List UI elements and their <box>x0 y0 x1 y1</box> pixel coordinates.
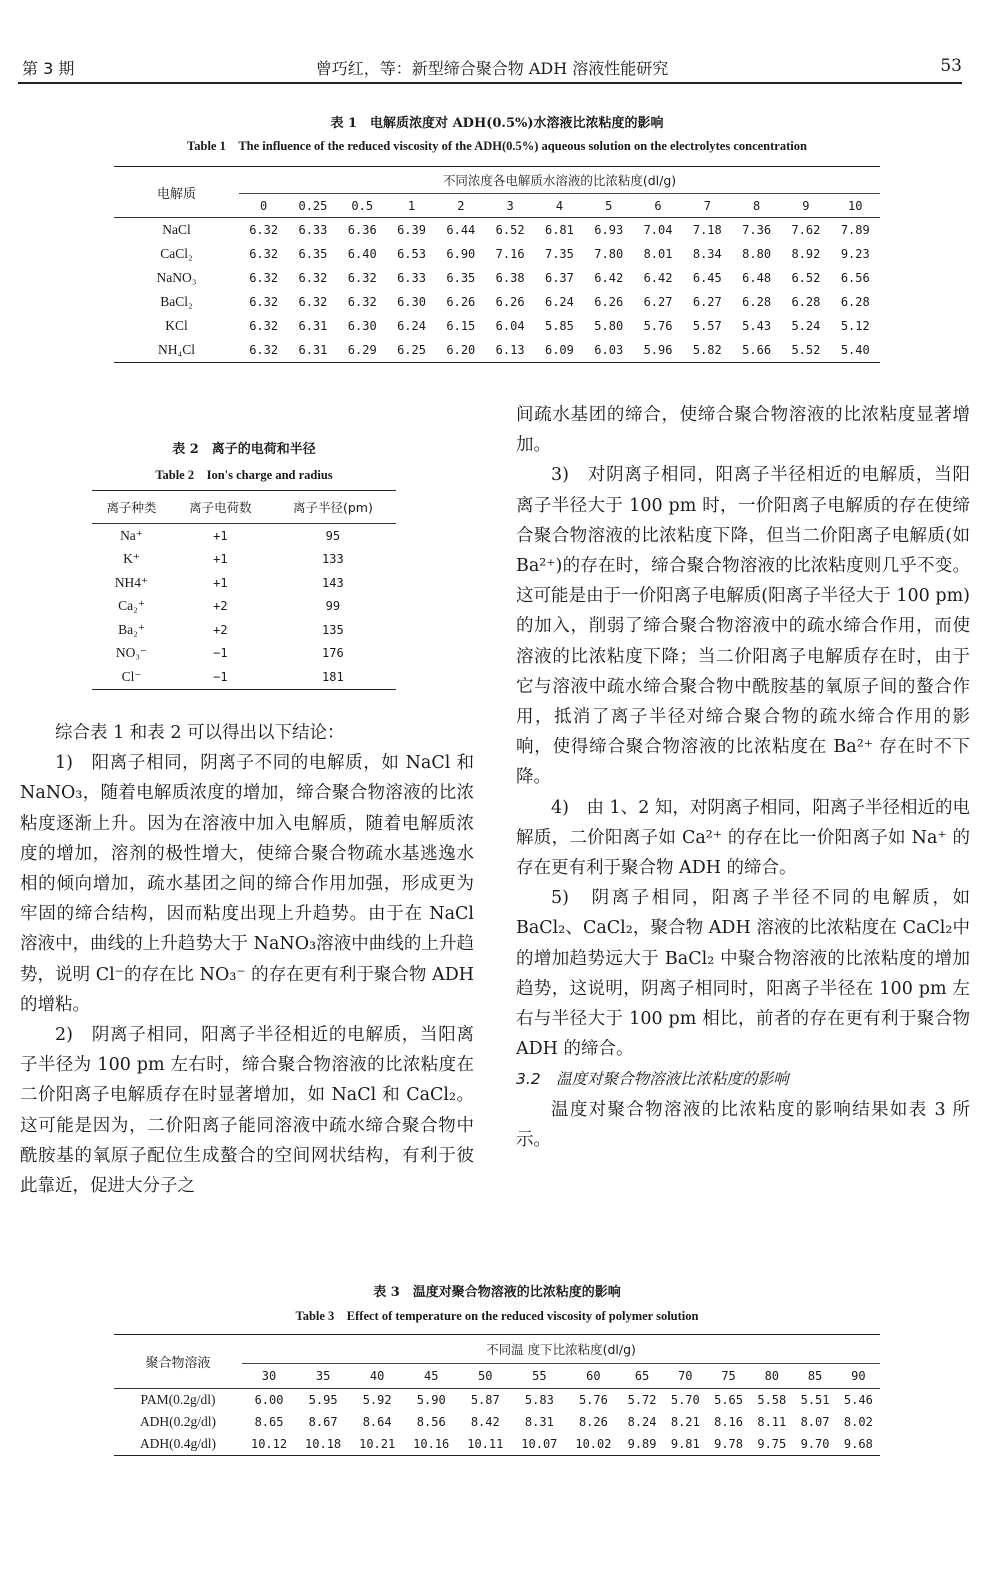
table1-cell: 6.81 <box>544 223 574 237</box>
table1-cell: 6.32 <box>249 247 279 261</box>
table3-cell: 8.21 <box>670 1415 700 1429</box>
table1-cell: 6.28 <box>742 295 772 309</box>
table3-cell: 8.67 <box>308 1415 338 1429</box>
table1-cell: 6.42 <box>594 271 624 285</box>
table3-temperature-header: 80 <box>750 1364 793 1389</box>
table3-temperature-header: 90 <box>837 1364 880 1389</box>
table3-cell: 5.90 <box>416 1393 446 1407</box>
table1-row <box>114 266 880 290</box>
table1-cell: 5.57 <box>692 319 722 333</box>
table3-row <box>114 1389 880 1412</box>
table1-cell: 6.32 <box>298 271 328 285</box>
table3-cell: 10.21 <box>350 1433 404 1456</box>
table1-cell: 7.16 <box>495 247 525 261</box>
table1-electrolyte-name: BaCl₂ <box>160 294 193 309</box>
table1-cell: 6.26 <box>446 295 476 309</box>
table3-temperature-header: 50 <box>458 1364 512 1389</box>
table2-cell: K⁺ <box>123 551 140 567</box>
table2-cell: 133 <box>322 552 344 567</box>
table2-cell: 181 <box>270 665 396 689</box>
table1-cell: 5.96 <box>633 338 682 363</box>
table3-temperature-header: 55 <box>512 1364 566 1389</box>
left-text-column <box>20 718 474 1201</box>
table1-concentration-header: 1 <box>387 194 436 218</box>
table1-cell: 6.32 <box>347 271 377 285</box>
table1-electrolyte-name: KCl <box>165 318 188 333</box>
table2-cell: +1 <box>213 575 228 590</box>
table1-concentration-header: 9 <box>781 194 830 218</box>
table1-cell: 5.66 <box>732 338 781 363</box>
table1-cell: 6.26 <box>594 295 624 309</box>
table1-cell: 6.37 <box>544 271 574 285</box>
table3-temperature-header: 65 <box>620 1364 663 1389</box>
table3-row <box>114 1411 880 1433</box>
table3-cell: 8.26 <box>578 1415 608 1429</box>
paragraph-summary: 综合表 1 和表 2 可以得出以下结论： <box>55 723 345 743</box>
right-text-column <box>516 400 970 1155</box>
table2-cell: Cl⁻ <box>92 665 171 689</box>
table3-cell: 5.83 <box>524 1393 554 1407</box>
paragraph-continued: 间疏水基团的缔合，使缔合聚合物溶液的比浓粘度显著增加。 <box>516 405 970 456</box>
table1-cell: 6.35 <box>298 247 328 261</box>
table3-cell: 5.65 <box>714 1393 744 1407</box>
table1-cell: 6.56 <box>840 271 870 285</box>
table1-group-header: 不同浓度各电解质水溶液的比浓粘度(dl/g) <box>239 167 880 194</box>
table1-cell: 6.40 <box>347 247 377 261</box>
table1-cell: 7.89 <box>840 223 870 237</box>
table1-cell: 6.25 <box>387 338 436 363</box>
table1-cell: 7.80 <box>594 247 624 261</box>
table1-row <box>114 290 880 314</box>
table3-cell: 5.58 <box>757 1393 787 1407</box>
table1-cell: 6.33 <box>298 223 328 237</box>
table2-column-header: 离子电荷数 <box>171 491 270 524</box>
table1-cell: 8.92 <box>791 247 821 261</box>
table1-cell: 6.32 <box>347 295 377 309</box>
table1-cell: 6.52 <box>495 223 525 237</box>
table1-cell: 6.26 <box>495 295 525 309</box>
table1 <box>114 166 880 363</box>
table3-cell: 10.07 <box>512 1433 566 1456</box>
table1-cell: 5.80 <box>594 319 624 333</box>
table3-cell: 8.31 <box>524 1415 554 1429</box>
table3-temperature-header: 35 <box>296 1364 350 1389</box>
table2-column-header: 离子半径(pm) <box>270 491 396 524</box>
table1-cell: 6.53 <box>397 247 426 261</box>
table1-cell: 5.24 <box>791 319 821 333</box>
table2-row <box>92 642 396 666</box>
table1-cell: 6.30 <box>347 319 377 333</box>
table1-cell: 6.93 <box>594 223 624 237</box>
table1-concentration-header: 2 <box>436 194 485 218</box>
table1-cell: 8.34 <box>692 247 722 261</box>
table1-cell: 6.48 <box>742 271 772 285</box>
table1-cell: 6.39 <box>397 223 426 237</box>
table1-cell: 6.03 <box>584 338 633 363</box>
table3-cell: 10.11 <box>458 1433 512 1456</box>
table1-caption-zh: 表 1 电解质浓度对 ADH(0.5%)水溶液比浓粘度的影响 <box>330 116 664 131</box>
table3-cell: 5.95 <box>308 1393 338 1407</box>
table3-cell: 8.16 <box>714 1415 744 1429</box>
table2-cell: +2 <box>213 599 228 614</box>
table3-cell: 5.87 <box>470 1393 500 1407</box>
table2-row <box>92 548 396 572</box>
table1-cell: 6.24 <box>397 319 426 333</box>
table1-concentration-header: 5 <box>584 194 633 218</box>
table1-cell: 6.29 <box>338 338 387 363</box>
table3-cell: 8.02 <box>843 1415 873 1429</box>
table3-cell: 8.07 <box>800 1415 830 1429</box>
table3-cell: 10.12 <box>242 1433 296 1456</box>
table1-cell: 6.42 <box>643 271 673 285</box>
table3-cell: 9.81 <box>664 1433 707 1456</box>
table1-electrolyte-name: NH₄Cl <box>114 338 239 363</box>
table3-cell: 5.76 <box>578 1393 608 1407</box>
table3-cell: 9.75 <box>750 1433 793 1456</box>
table1-row-header: 电解质 <box>114 167 239 218</box>
table3-cell: 8.11 <box>757 1415 787 1429</box>
table1-concentration-header: 10 <box>831 194 880 218</box>
paragraph-temperature: 温度对聚合物溶液的比浓粘度的影响结果如表 3 所示。 <box>516 1099 970 1150</box>
table1-cell: 5.40 <box>831 338 880 363</box>
table1-cell: 6.20 <box>436 338 485 363</box>
table1-caption-en: Table 1 The influence of the reduced viscosity of the ADH(0.5%) aqueous solution on the electrolytes concentration <box>187 139 807 153</box>
table1-cell: 6.04 <box>495 319 525 333</box>
table3-cell: 10.18 <box>296 1433 350 1456</box>
table3-row <box>114 1433 880 1456</box>
table3-group-header: 不同温 度下比浓粘度(dl/g) <box>242 1335 880 1364</box>
table3-solution-name: ADH(0.4g/dl) <box>114 1433 242 1456</box>
table1-cell: 6.44 <box>446 223 476 237</box>
table2-row <box>92 618 396 642</box>
table1-cell: 7.04 <box>643 223 673 237</box>
table3-cell: 9.68 <box>837 1433 880 1456</box>
table3-solution-name: PAM(0.2g/dl) <box>140 1392 216 1407</box>
table3-cell: 8.42 <box>470 1415 500 1429</box>
page-number: 53 <box>940 56 962 76</box>
table1-cell: 5.82 <box>683 338 732 363</box>
paragraph-conclusion-1: 1) 阳离子相同，阴离子不同的电解质，如 NaCl 和 NaNO₃，随着电解质浓度的增加，缔合聚合物溶液的比浓粘度逐渐上升。因为在溶液中加入电解质，随着电解质浓度的增加，溶剂的极性增大，使缔合聚合物疏水基逃逸水相的倾向增加，疏水基团之间的缔合作用加强，形成更为牢固的缔合结构，因而粘度出现上升趋势。由于在 NaCl 溶液中，曲线的上升趋势大于 NaNO₃溶液中曲线的上升趋势，说明 Cl⁻的存在比 NO₃⁻ 的存在更有利于聚合物 ADH 的增粘。 <box>20 753 474 1015</box>
table2-cell: 135 <box>322 622 344 637</box>
table1-cell: 6.32 <box>298 295 328 309</box>
table1-cell: 6.27 <box>643 295 673 309</box>
table1-cell: 6.09 <box>535 338 584 363</box>
table2-row <box>92 665 396 689</box>
table1-concentration-header: 4 <box>535 194 584 218</box>
table3-row-header: 聚合物溶液 <box>114 1335 242 1389</box>
table2-cell: Na⁺ <box>120 527 143 543</box>
table1-row <box>114 242 880 266</box>
table2-caption-en: Table 2 Ion's charge and radius <box>155 468 333 482</box>
table2-cell: NO₃⁻ <box>115 645 148 661</box>
table1-cell: 6.15 <box>446 319 476 333</box>
running-header <box>22 56 962 82</box>
table3 <box>114 1334 880 1456</box>
table3-cell: 10.16 <box>404 1433 458 1456</box>
table1-cell: 5.43 <box>742 319 772 333</box>
table1-cell: 6.35 <box>446 271 476 285</box>
table3-cell: 8.65 <box>254 1415 284 1429</box>
table3-temperature-header: 60 <box>566 1364 620 1389</box>
table2-cell: 95 <box>325 528 341 543</box>
table1-cell: 5.76 <box>643 319 673 333</box>
table3-temperature-header: 70 <box>664 1364 707 1389</box>
table1-cell: 6.27 <box>692 295 722 309</box>
table3-cell: 9.70 <box>793 1433 836 1456</box>
table3-cell: 5.72 <box>627 1393 657 1407</box>
table1-concentration-header: 6 <box>633 194 682 218</box>
table3-cell: 5.92 <box>362 1393 392 1407</box>
table2-cell: +2 <box>213 622 228 637</box>
table2-cell: 143 <box>322 575 344 590</box>
table3-temperature-header: 45 <box>404 1364 458 1389</box>
running-title: 曾巧红，等：新型缔合聚合物 ADH 溶液性能研究 <box>315 59 669 78</box>
table1-cell: 6.90 <box>446 247 476 261</box>
table1-cell: 6.52 <box>791 271 821 285</box>
table1-cell: 6.32 <box>249 319 279 333</box>
paragraph-conclusion-5: 5) 阴离子相同，阳离子半径不同的电解质，如 BaCl₂、CaCl₂，聚合物 ADH 溶液的比浓粘度在 CaCl₂中的增加趋势远大于 BaCl₂ 中聚合物溶液的比浓粘度的增加趋势，这说明，阴离子相同时，阳离子半径在 100 pm 左右与半径大于 100 pm 相比，前者的存在更有利于聚合物 ADH 的缔合。 <box>516 888 970 1060</box>
table1-cell: 6.24 <box>544 295 574 309</box>
table1-cell: 6.32 <box>239 338 288 363</box>
issue-number: 第 3 期 <box>22 59 75 78</box>
paragraph-conclusion-4: 4) 由 1、2 知，对阴离子相同，阳离子半径相近的电解质，二价阳离子如 Ca²⁺ 的存在比一价阳离子如 Na⁺ 的存在更有利于聚合物 ADH 的缔合。 <box>516 797 970 879</box>
table1-cell: 6.28 <box>791 295 821 309</box>
table1-row <box>114 314 880 338</box>
table3-cell: 9.89 <box>620 1433 663 1456</box>
table1-cell: 7.35 <box>544 247 574 261</box>
table1-concentration-header: 0.25 <box>288 194 337 218</box>
table1-concentration-header: 7 <box>683 194 732 218</box>
table1-concentration-header: 3 <box>485 194 534 218</box>
table1-cell: 5.85 <box>544 319 574 333</box>
table2-caption-zh: 表 2 离子的电荷和半径 <box>172 442 316 457</box>
table1-cell: 6.45 <box>692 271 722 285</box>
table3-cell: 8.64 <box>362 1415 392 1429</box>
table1-cell: 8.01 <box>643 247 673 261</box>
table3-solution-name: ADH(0.2g/dl) <box>139 1414 217 1429</box>
table2-cell: +1 <box>213 552 228 567</box>
table2-row <box>92 571 396 595</box>
table3-cell: 6.00 <box>254 1393 284 1407</box>
table3-caption-en: Table 3 Effect of temperature on the reduced viscosity of polymer solution <box>295 1309 699 1323</box>
table1-row <box>114 338 880 363</box>
section-heading-3-2: 3.2 温度对聚合物溶液比浓粘度的影响 <box>516 1070 789 1089</box>
table1-electrolyte-name: NaCl <box>162 222 191 237</box>
table1-cell: 6.31 <box>298 319 328 333</box>
table2-cell: NH4⁺ <box>114 574 149 590</box>
table3-temperature-header: 75 <box>707 1364 750 1389</box>
table1-cell: 6.28 <box>840 295 870 309</box>
table1-row <box>114 218 880 243</box>
table1-concentration-header: 0 <box>239 194 288 218</box>
table1-cell: 9.23 <box>840 247 870 261</box>
table1-cell: 5.52 <box>781 338 830 363</box>
table1-cell: 6.32 <box>249 271 279 285</box>
header-rule <box>18 82 962 84</box>
table1-cell: 6.32 <box>249 295 279 309</box>
table1-cell: 7.36 <box>742 223 772 237</box>
table3-cell: 8.56 <box>416 1415 446 1429</box>
table1-cell: 6.13 <box>485 338 534 363</box>
table2 <box>92 490 396 690</box>
table3-cell: 5.46 <box>843 1393 873 1407</box>
table2-cell: +1 <box>213 528 228 543</box>
table1-cell: 5.12 <box>840 319 870 333</box>
table1-cell: 6.30 <box>397 295 426 309</box>
table3-temperature-header: 40 <box>350 1364 404 1389</box>
table3-cell: 9.78 <box>707 1433 750 1456</box>
table1-cell: 6.32 <box>249 223 279 237</box>
table2-row <box>92 524 396 548</box>
table3-temperature-header: 85 <box>793 1364 836 1389</box>
table2-column-header: 离子种类 <box>92 491 171 524</box>
table2-cell: 99 <box>325 599 341 614</box>
table1-cell: 7.62 <box>791 223 821 237</box>
table3-cell: 5.70 <box>670 1393 700 1407</box>
table2-cell: Ca₂⁺ <box>118 598 145 614</box>
table3-temperature-header: 30 <box>242 1364 296 1389</box>
table2-cell: Ba₂⁺ <box>118 621 145 637</box>
paragraph-conclusion-3: 3) 对阴离子相同，阳离子半径相近的电解质，当阳离子半径大于 100 pm 时，一价阳离子电解质的存在使缔合聚合物溶液的比浓粘度下降，但当二价阳离子电解质(如 Ba²⁺)的存在时，缔合聚合物溶液的比浓粘度则几乎不变。这可能是由于一价阳离子电解质(阳离子半径大于 100 pm)的加入，削弱了缔合聚合物溶液中的疏水缔合作用，而使溶液的比浓粘度下降；当二价阳离子电解质存在时，由于它与溶液中疏水缔合聚合物中酰胺基的氧原子间的螯合作用，抵消了离子半径对缔合聚合物的疏水缔合作用的影响，使得缔合聚合物溶液的比浓粘度在 Ba²⁺ 存在时不下降。 <box>516 465 970 788</box>
table3-caption-zh: 表 3 温度对聚合物溶液的比浓粘度的影响 <box>373 1285 621 1300</box>
table1-cell: 6.38 <box>495 271 525 285</box>
table3-cell: 5.51 <box>800 1393 830 1407</box>
table1-cell: 8.80 <box>742 247 772 261</box>
table2-cell: −1 <box>213 646 228 661</box>
table1-concentration-header: 0.5 <box>338 194 387 218</box>
table2-cell: 176 <box>322 646 344 661</box>
table1-electrolyte-name: CaCl₂ <box>160 246 193 261</box>
table1-concentration-header: 8 <box>732 194 781 218</box>
table3-cell: 10.02 <box>566 1433 620 1456</box>
table2-cell: −1 <box>171 665 270 689</box>
table1-cell: 7.18 <box>692 223 722 237</box>
table1-cell: 6.31 <box>288 338 337 363</box>
table1-electrolyte-name: NaNO₃ <box>156 270 197 285</box>
paragraph-conclusion-2: 2) 阴离子相同，阳离子半径相近的电解质，当阳离子半径为 100 pm 左右时，缔合聚合物溶液的比浓粘度在二价阳离子电解质存在时显著增加，如 NaCl 和 CaCl₂。这可能是因为，二价阳离子能同溶液中疏水缔合聚合物中酰胺基的氧原子配位生成螯合的空间网状结构，有利于彼此靠近，促进大分子之 <box>20 1025 474 1197</box>
table2-row <box>92 595 396 619</box>
table3-cell: 8.24 <box>627 1415 657 1429</box>
table1-cell: 6.33 <box>397 271 426 285</box>
table1-cell: 6.36 <box>347 223 377 237</box>
